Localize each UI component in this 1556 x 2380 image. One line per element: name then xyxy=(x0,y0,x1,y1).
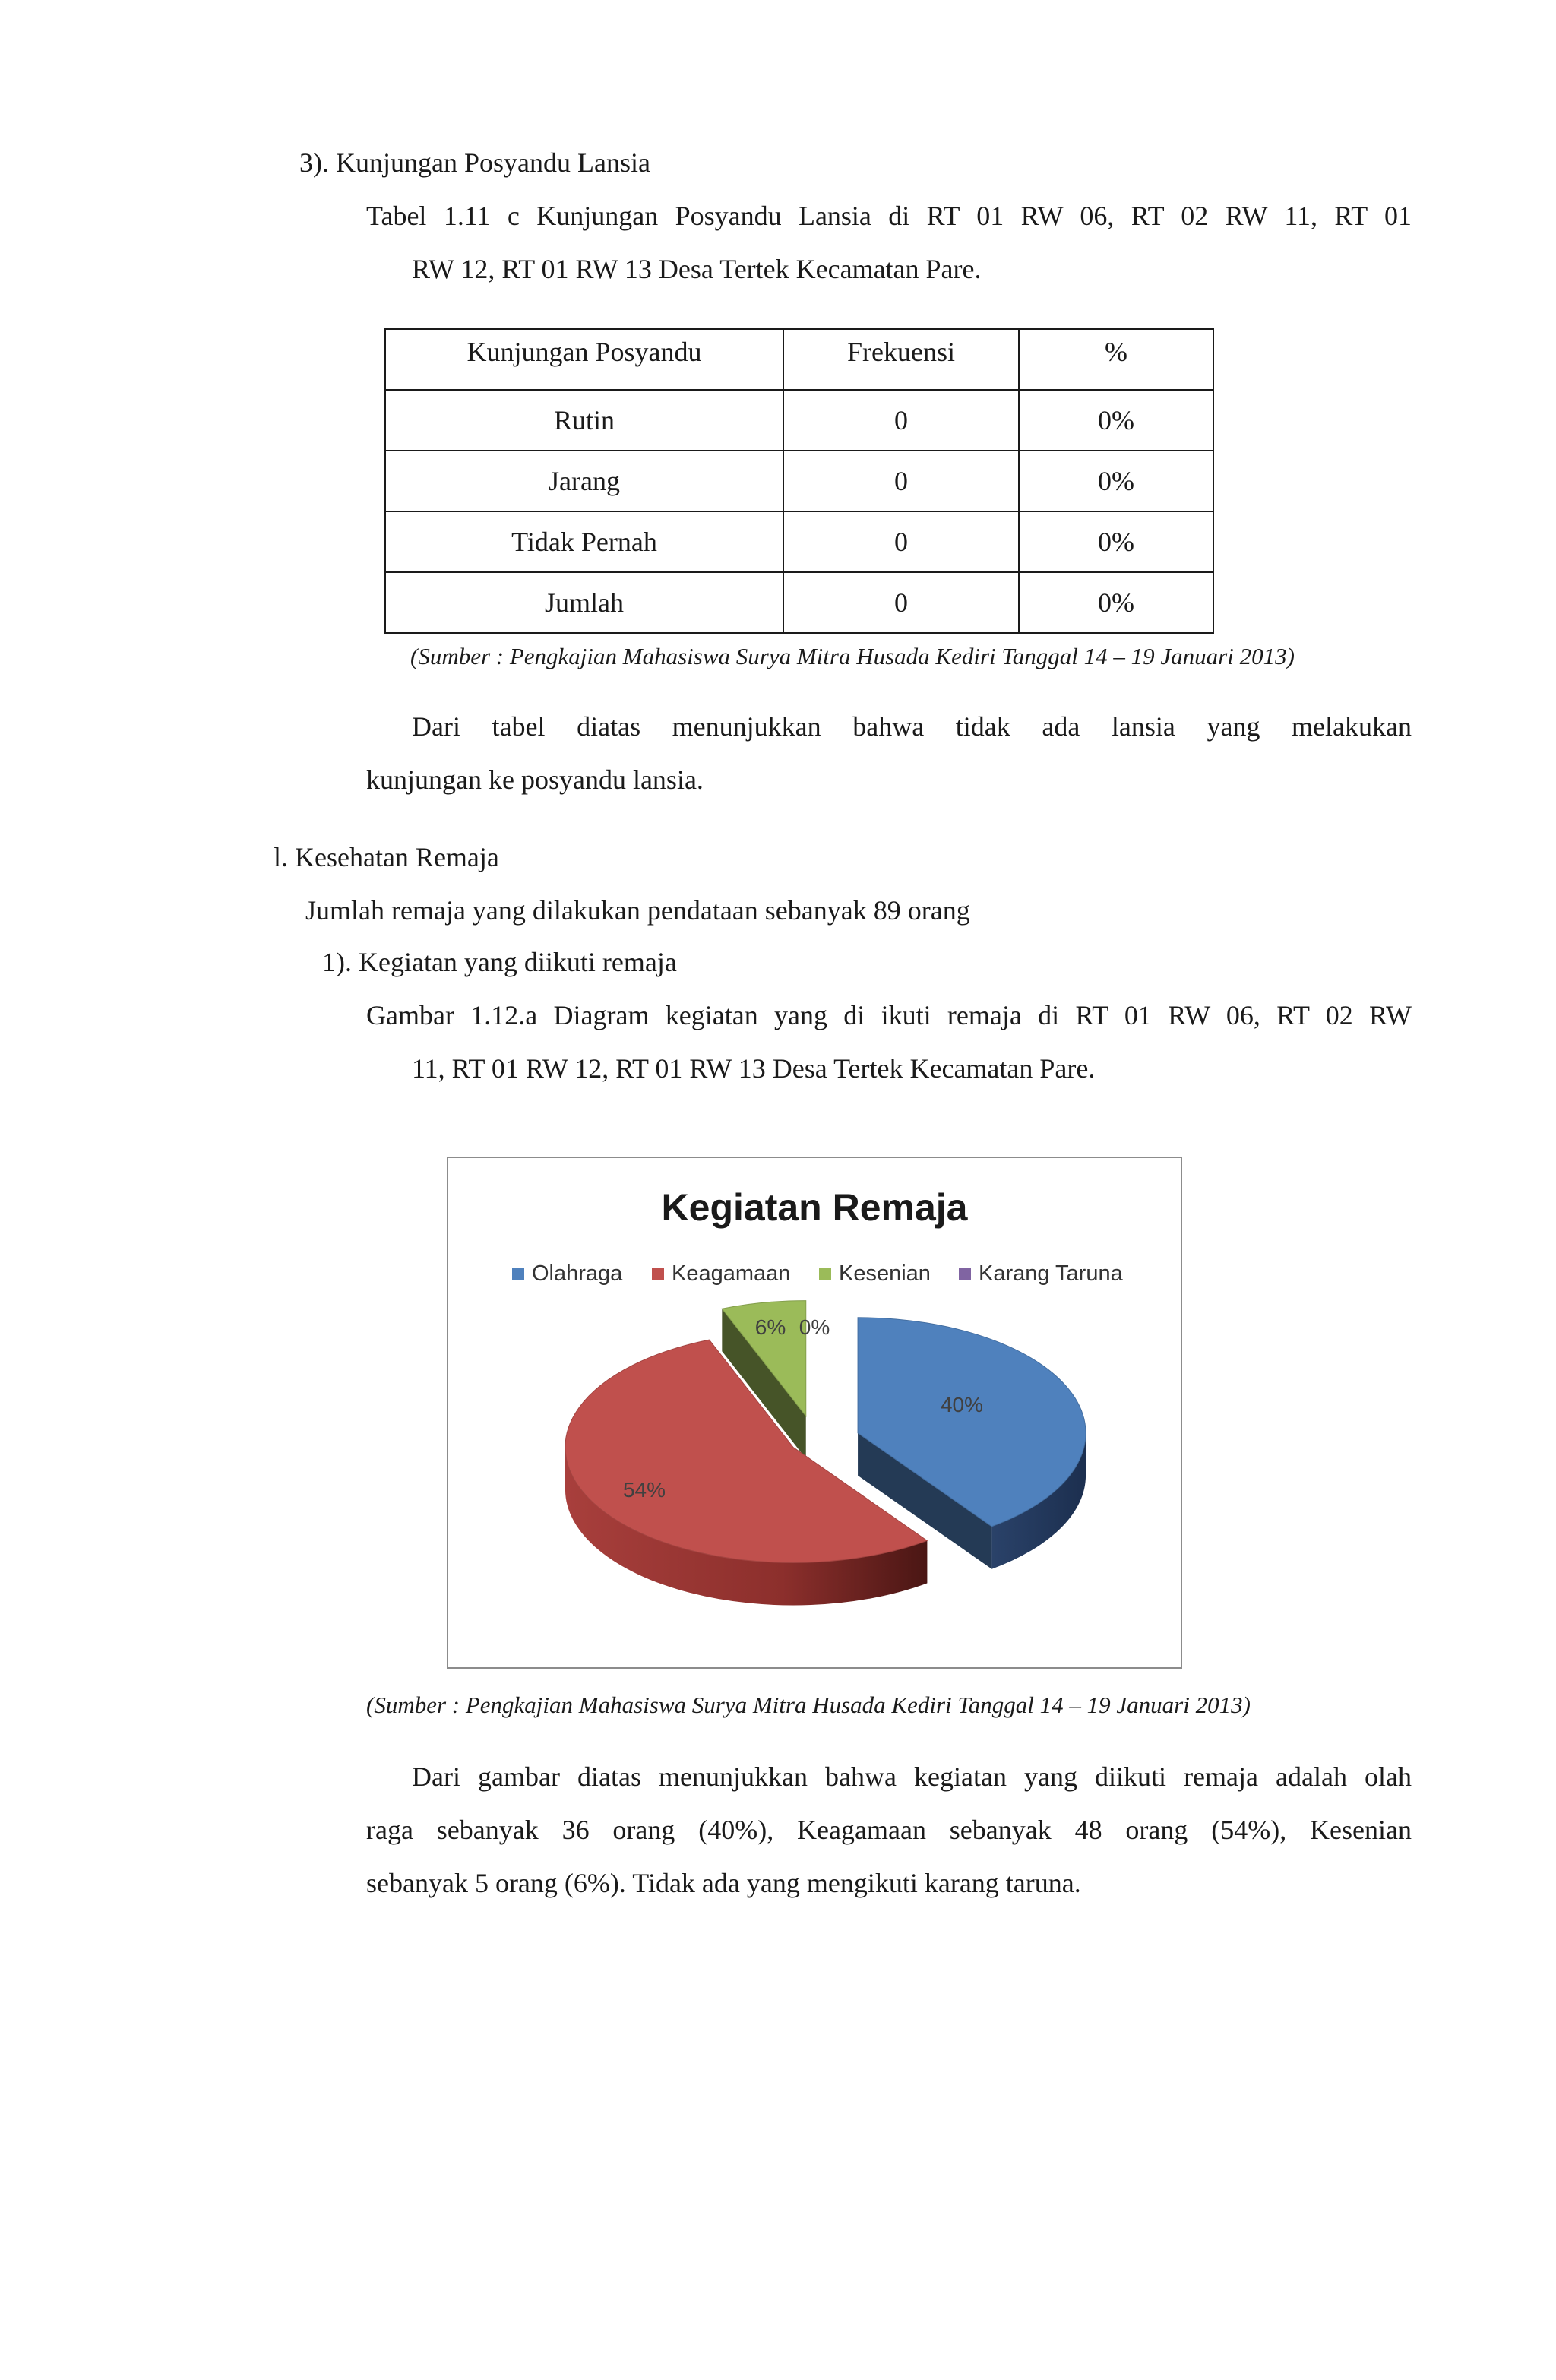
legend-label: Karang Taruna xyxy=(979,1261,1123,1286)
section-heading: l. Kesehatan Remaja xyxy=(274,842,499,872)
table-row xyxy=(385,390,1213,451)
legend-swatch xyxy=(959,1268,971,1280)
pie-chart xyxy=(447,1157,1182,1669)
paragraph-line: Dari tabel diatas menunjukkan bahwa tidak ada lansia yang melakukan xyxy=(412,711,1412,742)
legend-swatch xyxy=(512,1268,524,1280)
table-cell: 0% xyxy=(1019,511,1213,572)
subsection-heading: 1). Kegiatan yang diikuti remaja xyxy=(322,947,677,977)
pie-chart-canvas xyxy=(448,1158,1181,1667)
pie-data-label: 0% xyxy=(799,1315,830,1339)
table-cell: 0 xyxy=(783,511,1019,572)
table-header-cell: % xyxy=(1019,329,1213,390)
pie-data-label: 6% xyxy=(754,1315,786,1339)
table-cell: Jumlah xyxy=(385,572,783,633)
table-cell: Rutin xyxy=(385,390,783,451)
section-intro: Jumlah remaja yang dilakukan pendataan sebanyak 89 orang xyxy=(305,895,970,926)
table-row xyxy=(385,511,1213,572)
legend-label: Keagamaan xyxy=(672,1261,791,1286)
figure-caption-line1: Gambar 1.12.a Diagram kegiatan yang di ikuti remaja di RT 01 RW 06, RT 02 RW xyxy=(366,1000,1412,1030)
paragraph-line: kunjungan ke posyandu lansia. xyxy=(366,764,704,795)
legend-label: Kesenian xyxy=(839,1261,931,1286)
table-header-row xyxy=(385,329,1213,390)
table-cell: 0 xyxy=(783,390,1019,451)
paragraph-line: raga sebanyak 36 orang (40%), Keagamaan sebanyak 48 orang (54%), Kesenian xyxy=(366,1815,1412,1845)
chart-title: Kegiatan Remaja xyxy=(661,1186,968,1229)
table-cell: Jarang xyxy=(385,451,783,511)
legend-swatch xyxy=(819,1268,831,1280)
paragraph-line: sebanyak 5 orang (6%). Tidak ada yang mengikuti karang taruna. xyxy=(366,1868,1081,1898)
table-cell: 0% xyxy=(1019,390,1213,451)
table-source-note: (Sumber : Pengkajian Mahasiswa Surya Mitra Husada Kediri Tanggal 14 – 19 Januari 2013) xyxy=(410,643,1295,669)
table-caption-line1: Tabel 1.11 c Kunjungan Posyandu Lansia di RT 01 RW 06, RT 02 RW 11, RT 01 xyxy=(366,201,1412,231)
table-header-cell: Frekuensi xyxy=(783,329,1019,390)
figure-caption-line2: 11, RT 01 RW 12, RT 01 RW 13 Desa Tertek Kecamatan Pare. xyxy=(412,1053,1096,1084)
pie-data-label: 54% xyxy=(622,1478,666,1502)
paragraph-line: Dari gambar diatas menunjukkan bahwa kegiatan yang diikuti remaja adalah olah xyxy=(412,1761,1412,1792)
pie-slices xyxy=(565,1301,1086,1606)
legend-label: Olahraga xyxy=(532,1261,623,1286)
visit-table xyxy=(384,328,1214,634)
table-cell: 0 xyxy=(783,451,1019,511)
table-cell: 0% xyxy=(1019,572,1213,633)
table-cell: Tidak Pernah xyxy=(385,511,783,572)
chart-source-note: (Sumber : Pengkajian Mahasiswa Surya Mitra Husada Kediri Tanggal 14 – 19 Januari 2013) xyxy=(366,1692,1251,1718)
table-cell: 0 xyxy=(783,572,1019,633)
table-caption-line2: RW 12, RT 01 RW 13 Desa Tertek Kecamatan Pare. xyxy=(412,254,982,284)
legend-swatch xyxy=(652,1268,664,1280)
pie-data-label: 40% xyxy=(940,1393,984,1416)
chart-legend xyxy=(512,1261,1124,1286)
section-heading: 3). Kunjungan Posyandu Lansia xyxy=(299,147,650,178)
table-row xyxy=(385,572,1213,633)
table-header-cell: Kunjungan Posyandu xyxy=(385,329,783,390)
table-row xyxy=(385,451,1213,511)
table-cell: 0% xyxy=(1019,451,1213,511)
